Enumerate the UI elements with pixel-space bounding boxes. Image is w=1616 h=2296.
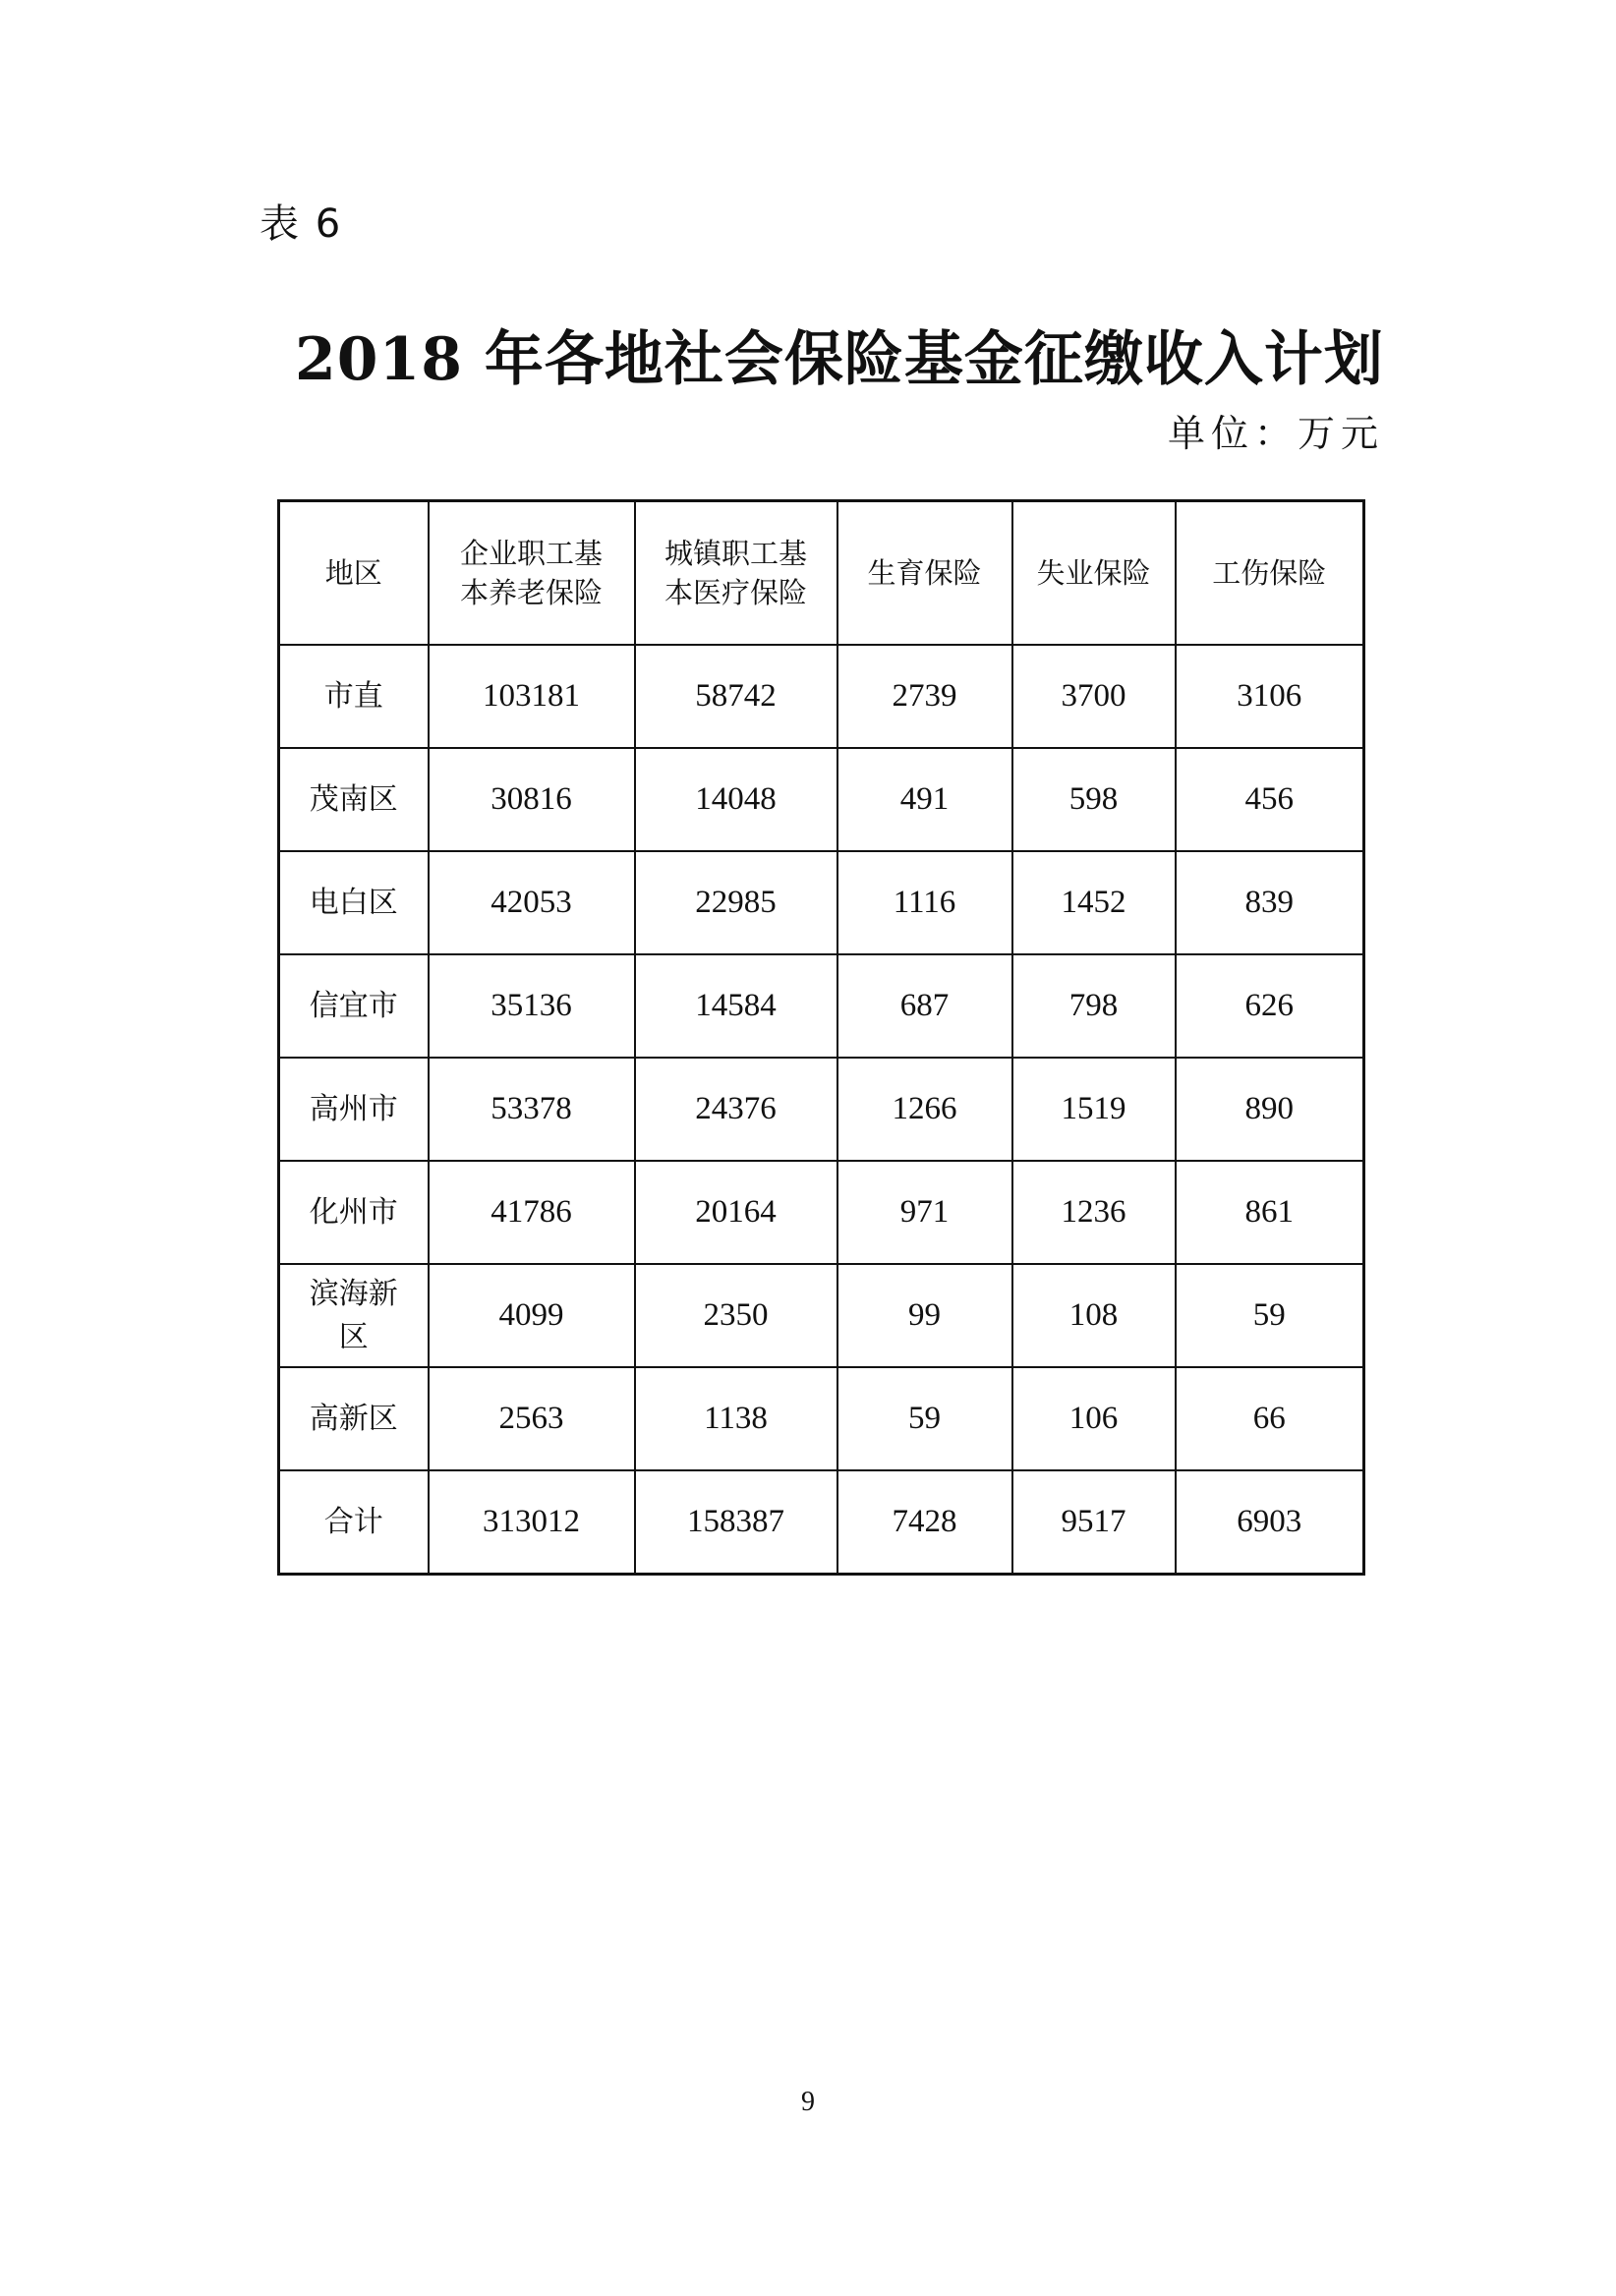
cell-unemployment: 108 bbox=[1012, 1264, 1176, 1367]
table-row bbox=[279, 851, 1364, 954]
cell-pension: 4099 bbox=[429, 1264, 635, 1367]
cell-injury: 626 bbox=[1176, 954, 1364, 1058]
page-title: 2018 年各地社会保险基金征缴收入计划 bbox=[295, 325, 1384, 394]
table-row bbox=[279, 1470, 1364, 1575]
cell-pension: 53378 bbox=[429, 1058, 635, 1161]
cell-unemployment: 106 bbox=[1012, 1367, 1176, 1470]
header-maternity: 生育保险 bbox=[837, 501, 1012, 646]
table-header-row bbox=[279, 501, 1364, 646]
table-row bbox=[279, 1264, 1364, 1367]
header-injury: 工伤保险 bbox=[1176, 501, 1364, 646]
cell-medical: 1138 bbox=[635, 1367, 837, 1470]
cell-region: 合计 bbox=[279, 1470, 429, 1575]
header-pension: 企业职工基本养老保险 bbox=[429, 501, 635, 646]
cell-unemployment: 1236 bbox=[1012, 1161, 1176, 1264]
cell-injury: 890 bbox=[1176, 1058, 1364, 1161]
cell-maternity: 2739 bbox=[837, 645, 1012, 748]
header-medical: 城镇职工基本医疗保险 bbox=[635, 501, 837, 646]
cell-unemployment: 598 bbox=[1012, 748, 1176, 851]
table-row bbox=[279, 748, 1364, 851]
cell-maternity: 491 bbox=[837, 748, 1012, 851]
cell-unemployment: 1452 bbox=[1012, 851, 1176, 954]
cell-maternity: 687 bbox=[837, 954, 1012, 1058]
header-unemployment: 失业保险 bbox=[1012, 501, 1176, 646]
page-number: 9 bbox=[801, 2087, 815, 2117]
cell-region: 电白区 bbox=[279, 851, 429, 954]
header-region: 地区 bbox=[279, 501, 429, 646]
cell-pension: 30816 bbox=[429, 748, 635, 851]
cell-region: 茂南区 bbox=[279, 748, 429, 851]
cell-pension: 35136 bbox=[429, 954, 635, 1058]
cell-region: 滨海新区 bbox=[279, 1264, 429, 1367]
cell-medical: 14048 bbox=[635, 748, 837, 851]
table-row bbox=[279, 645, 1364, 748]
cell-maternity: 59 bbox=[837, 1367, 1012, 1470]
cell-pension: 41786 bbox=[429, 1161, 635, 1264]
cell-injury: 66 bbox=[1176, 1367, 1364, 1470]
cell-injury: 861 bbox=[1176, 1161, 1364, 1264]
cell-pension: 2563 bbox=[429, 1367, 635, 1470]
cell-region: 高州市 bbox=[279, 1058, 429, 1161]
cell-region: 市直 bbox=[279, 645, 429, 748]
cell-region: 化州市 bbox=[279, 1161, 429, 1264]
cell-unemployment: 3700 bbox=[1012, 645, 1176, 748]
cell-injury: 6903 bbox=[1176, 1470, 1364, 1575]
table-row bbox=[279, 954, 1364, 1058]
cell-injury: 59 bbox=[1176, 1264, 1364, 1367]
cell-unemployment: 9517 bbox=[1012, 1470, 1176, 1575]
cell-region: 高新区 bbox=[279, 1367, 429, 1470]
cell-medical: 22985 bbox=[635, 851, 837, 954]
cell-medical: 158387 bbox=[635, 1470, 837, 1575]
cell-maternity: 99 bbox=[837, 1264, 1012, 1367]
cell-maternity: 1266 bbox=[837, 1058, 1012, 1161]
cell-unemployment: 798 bbox=[1012, 954, 1176, 1058]
insurance-plan-table bbox=[277, 499, 1365, 1576]
cell-medical: 14584 bbox=[635, 954, 837, 1058]
cell-region: 信宜市 bbox=[279, 954, 429, 1058]
cell-injury: 456 bbox=[1176, 748, 1364, 851]
cell-unemployment: 1519 bbox=[1012, 1058, 1176, 1161]
cell-maternity: 7428 bbox=[837, 1470, 1012, 1575]
cell-medical: 2350 bbox=[635, 1264, 837, 1367]
cell-pension: 42053 bbox=[429, 851, 635, 954]
cell-medical: 58742 bbox=[635, 645, 837, 748]
cell-injury: 3106 bbox=[1176, 645, 1364, 748]
table-row bbox=[279, 1058, 1364, 1161]
document-label: 表 6 bbox=[260, 201, 343, 247]
cell-maternity: 1116 bbox=[837, 851, 1012, 954]
table-row bbox=[279, 1367, 1364, 1470]
cell-pension: 103181 bbox=[429, 645, 635, 748]
cell-medical: 20164 bbox=[635, 1161, 837, 1264]
cell-medical: 24376 bbox=[635, 1058, 837, 1161]
unit-note: 单位：万元 bbox=[1167, 412, 1384, 455]
cell-maternity: 971 bbox=[837, 1161, 1012, 1264]
cell-pension: 313012 bbox=[429, 1470, 635, 1575]
cell-injury: 839 bbox=[1176, 851, 1364, 954]
table-row bbox=[279, 1161, 1364, 1264]
